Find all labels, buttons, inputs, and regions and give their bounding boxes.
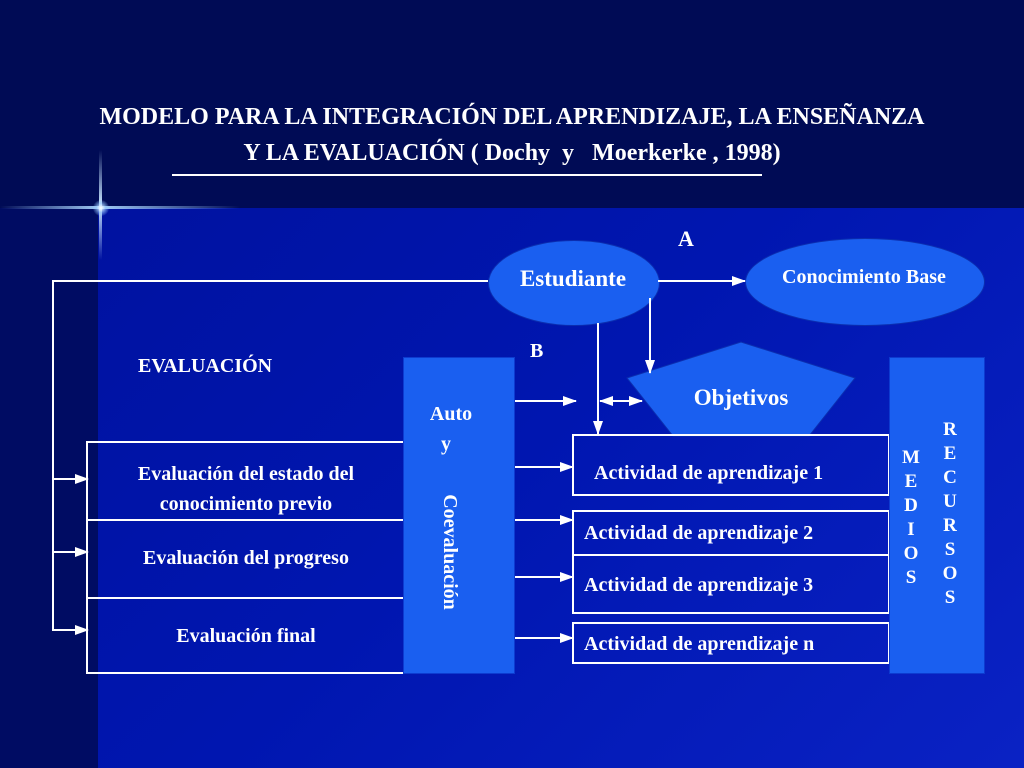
title-conjunction: y (562, 140, 575, 166)
evaluacion-heading: EVALUACIÓN (138, 355, 273, 377)
title-prefix: Y LA EVALUACIÓN ( (243, 140, 479, 166)
eval-final-label: Evaluación final (176, 625, 316, 647)
label-a: A (678, 226, 694, 251)
auto-y-label: y (441, 433, 451, 455)
actividad-1-label: Actividad de aprendizaje 1 (594, 462, 824, 484)
title-line-1: MODELO PARA LA INTEGRACIÓN DEL APRENDIZAJE, LA ENSEÑANZA (99, 104, 925, 130)
medios-letters: M E D I O S (902, 447, 920, 588)
recursos-letters: R E C U R S O S (942, 419, 958, 608)
title-author-2: Moerkerke (592, 140, 707, 166)
actividad-n-label: Actividad de aprendizaje n (584, 633, 815, 655)
actividad-3-label: Actividad de aprendizaje 3 (584, 574, 814, 596)
objetivos-label: Objetivos (693, 385, 789, 410)
eval-progreso-label: Evaluación del progreso (143, 547, 349, 569)
eval-previo-line1: Evaluación del estado del (137, 463, 355, 485)
auto-label: Auto (429, 403, 473, 425)
actividad-2-label: Actividad de aprendizaje 2 (584, 522, 814, 544)
label-b: B (530, 340, 544, 362)
title-suffix: , 1998) (712, 140, 781, 166)
estudiante-label: Estudiante (519, 266, 627, 291)
eval-previo-line2: conocimiento previo (159, 493, 333, 515)
title-author-1: Dochy (484, 140, 551, 166)
conocimiento-base-label: Conocimiento Base (782, 266, 946, 288)
coevaluacion-label: Coevaluación (439, 494, 461, 610)
